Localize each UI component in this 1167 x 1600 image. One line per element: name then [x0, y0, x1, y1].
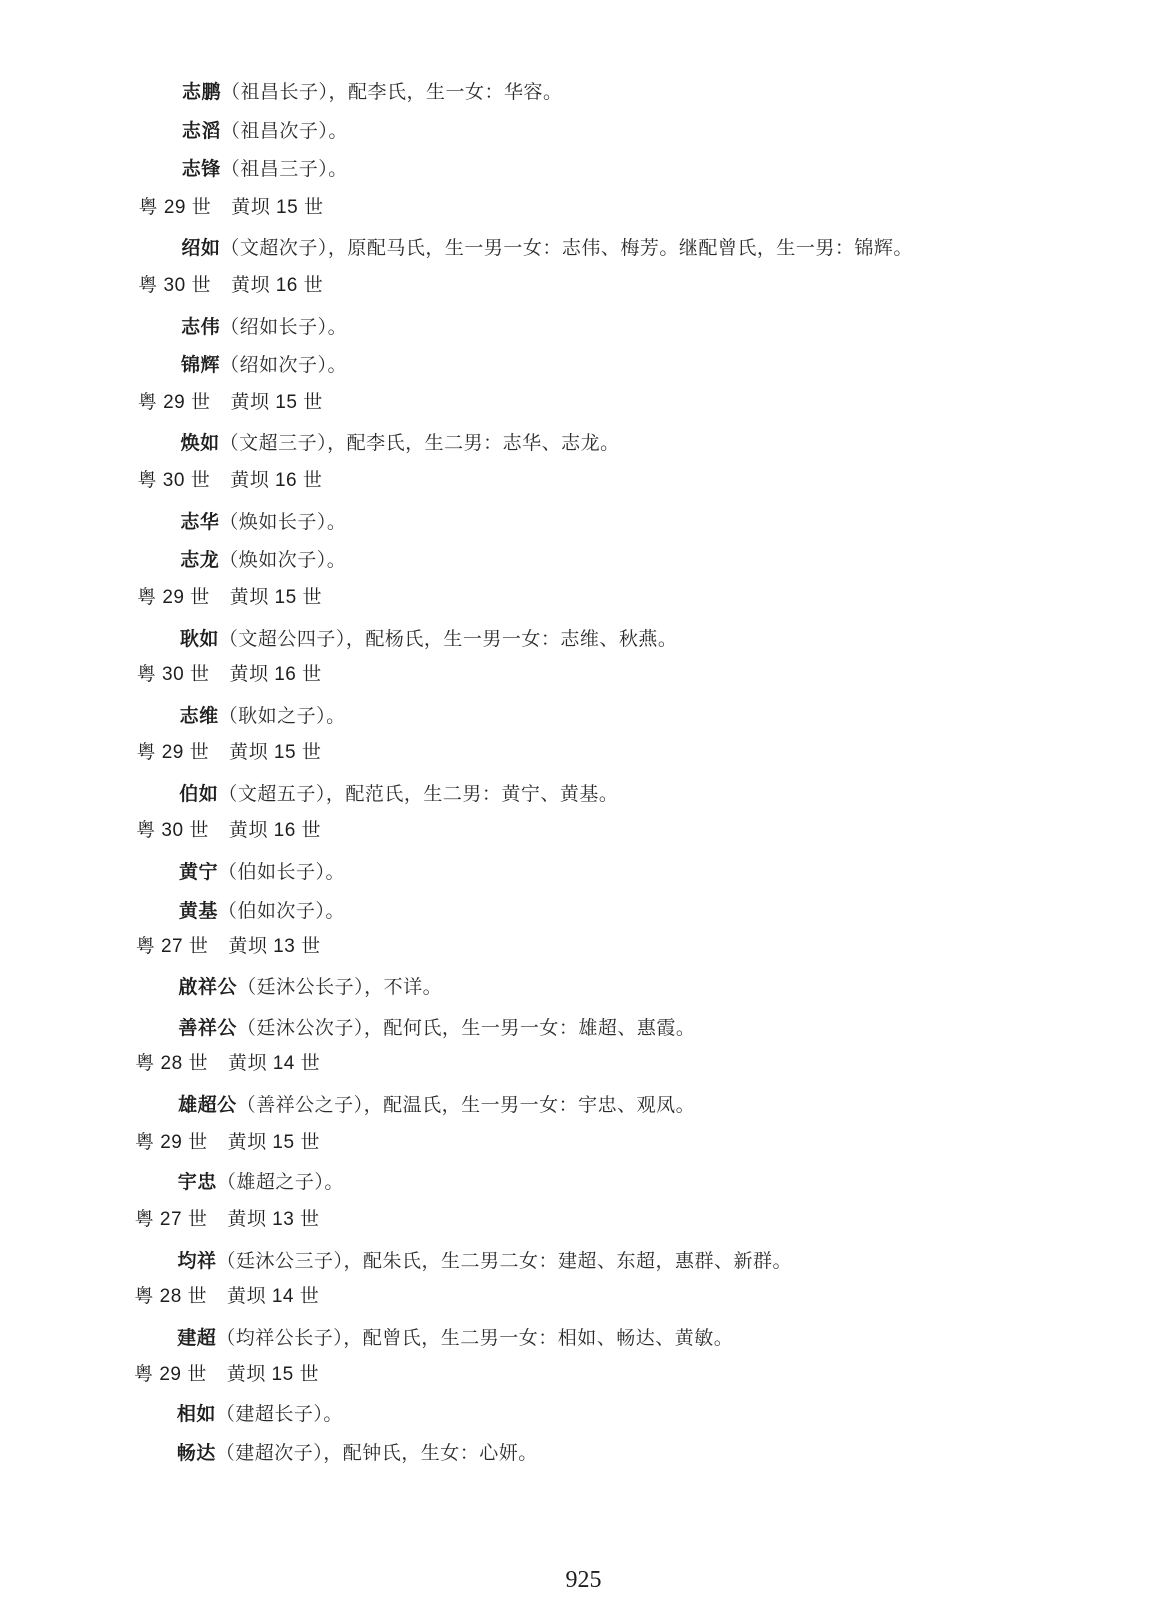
generation-label: 粤 27 世 — [135, 936, 209, 957]
person-name: 志伟 — [181, 316, 221, 338]
person-name: 绍如 — [181, 237, 221, 259]
person-name: 志龙 — [180, 549, 220, 571]
generation-heading — [139, 196, 324, 220]
person-name: 锦辉 — [180, 354, 220, 376]
person-entry — [182, 157, 348, 181]
person-description: （伯如长子）。 — [218, 861, 346, 883]
person-name: 黄基 — [178, 900, 218, 922]
person-entry — [181, 353, 347, 377]
person-name: 相如 — [176, 1403, 216, 1425]
generation-heading — [134, 1285, 319, 1309]
branch-label: 黄坝 13 世 — [227, 1209, 320, 1230]
generation-heading — [134, 1363, 319, 1387]
person-description: （雄超之子）。 — [216, 1171, 344, 1193]
person-entry — [180, 548, 346, 572]
branch-label: 黄坝 14 世 — [227, 1053, 321, 1074]
person-description: （文超公四子），配杨氏，生一男一女：志维、秋燕。 — [218, 628, 678, 650]
generation-label: 粤 30 世 — [137, 470, 211, 491]
generation-label: 粤 29 世 — [134, 1364, 207, 1385]
person-entry — [178, 1170, 344, 1194]
branch-label: 黄坝 16 世 — [228, 820, 322, 841]
branch-label: 黄坝 15 世 — [229, 742, 322, 763]
person-description: （伯如次子）。 — [217, 900, 345, 922]
person-name: 志滔 — [181, 120, 221, 142]
person-name: 志华 — [180, 511, 220, 533]
person-description: （祖昌三子）。 — [220, 158, 348, 180]
person-description: （绍如长子）。 — [220, 316, 348, 338]
generation-label: 粤 30 世 — [138, 275, 211, 296]
person-entry — [180, 510, 346, 534]
generation-heading — [136, 741, 321, 765]
generation-heading — [136, 819, 321, 843]
branch-label: 黄坝 15 世 — [226, 1364, 319, 1385]
person-description: （文超三子），配李氏，生二男：志华、志龙。 — [219, 432, 620, 454]
person-entry — [179, 975, 443, 999]
generation-label: 粤 27 世 — [134, 1209, 208, 1230]
person-description: （文超次子），原配马氏，生一男一女：志伟、梅芳。继配曾氏，生一男：锦辉。 — [220, 237, 913, 259]
generation-heading — [135, 1131, 320, 1155]
person-name: 啟祥公 — [178, 976, 238, 998]
person-name: 善祥公 — [178, 1017, 237, 1039]
branch-label: 黄坝 14 世 — [227, 1286, 320, 1307]
person-entry — [180, 627, 678, 651]
person-entry — [182, 80, 563, 104]
generation-label: 粤 29 世 — [137, 392, 211, 413]
person-entry — [177, 1402, 343, 1426]
generation-heading — [135, 1052, 320, 1076]
generation-label: 粤 29 世 — [138, 197, 212, 218]
person-description: （廷沐公三子），配朱氏，生二男二女：建超、东超，惠群、新群。 — [216, 1250, 793, 1272]
person-description: （耿如之子）。 — [218, 705, 346, 727]
branch-label: 黄坝 15 世 — [231, 197, 324, 218]
person-description: （均祥公长子），配曾氏，生二男一女：相如、畅达、黄敏。 — [216, 1327, 734, 1349]
branch-label: 黄坝 15 世 — [229, 587, 322, 608]
page-number: 925 — [565, 1567, 602, 1593]
branch-label: 黄坝 15 世 — [227, 1132, 320, 1153]
person-entry — [177, 1441, 538, 1465]
person-description: （祖昌次子）。 — [220, 120, 348, 142]
person-description: （建超次子），配钟氏，生女：心妍。 — [215, 1442, 538, 1464]
branch-label: 黄坝 15 世 — [230, 392, 323, 413]
person-entry — [181, 236, 913, 260]
generation-heading — [135, 1208, 320, 1232]
branch-label: 黄坝 16 世 — [230, 470, 323, 491]
person-name: 雄超公 — [178, 1094, 237, 1116]
generation-heading — [137, 663, 322, 687]
person-description: （祖昌长子），配李氏，生一女：华容。 — [221, 81, 563, 103]
generation-label: 粤 28 世 — [135, 1053, 208, 1074]
person-name: 焕如 — [180, 432, 220, 454]
generation-heading — [138, 469, 323, 493]
person-entry — [179, 782, 618, 806]
generation-heading — [136, 935, 321, 959]
person-entry — [182, 119, 348, 143]
person-description: （焕如次子）。 — [219, 549, 347, 571]
generation-heading — [137, 586, 322, 610]
person-entry — [177, 1326, 733, 1350]
person-entry — [180, 704, 346, 728]
person-name: 黄宁 — [179, 861, 219, 883]
person-name: 建超 — [177, 1327, 217, 1349]
generation-heading — [138, 391, 323, 415]
branch-label: 黄坝 16 世 — [230, 275, 324, 296]
person-name: 均祥 — [177, 1250, 217, 1272]
person-name: 志锋 — [181, 158, 221, 180]
person-name: 宇忠 — [177, 1171, 217, 1193]
branch-label: 黄坝 13 世 — [228, 936, 321, 957]
generation-label: 粤 28 世 — [134, 1286, 208, 1307]
branch-label: 黄坝 16 世 — [229, 664, 322, 685]
person-name: 志鹏 — [182, 81, 222, 103]
person-description: （廷沐公次子），配何氏，生一男一女：雄超、惠霞。 — [236, 1017, 696, 1039]
person-description: （文超五子），配范氏，生二男：黄宁、黄基。 — [218, 783, 619, 805]
person-name: 伯如 — [179, 783, 219, 805]
generation-label: 粤 29 世 — [134, 1132, 208, 1153]
person-name: 志维 — [179, 705, 219, 727]
generation-label: 粤 29 世 — [136, 742, 210, 763]
generation-heading — [138, 274, 323, 298]
person-entry — [179, 860, 345, 884]
generation-label: 粤 29 世 — [137, 587, 210, 608]
person-description: （焕如长子）。 — [219, 511, 347, 533]
person-entry — [178, 1093, 695, 1117]
person-entry — [181, 431, 620, 455]
generation-label: 粤 30 世 — [136, 820, 209, 841]
person-description: （善祥公之子），配温氏，生一男一女：宇忠、观凤。 — [236, 1094, 696, 1116]
generation-label: 粤 30 世 — [136, 664, 210, 685]
person-name: 耿如 — [179, 628, 219, 650]
person-description: （廷沐公长子），不详。 — [237, 976, 443, 998]
person-entry — [179, 899, 345, 923]
person-entry — [178, 1016, 695, 1040]
person-description: （建超长子）。 — [215, 1403, 343, 1425]
person-entry — [181, 315, 347, 339]
person-entry — [178, 1249, 793, 1273]
person-name: 畅达 — [176, 1442, 216, 1464]
person-description: （绍如次子）。 — [219, 354, 347, 376]
